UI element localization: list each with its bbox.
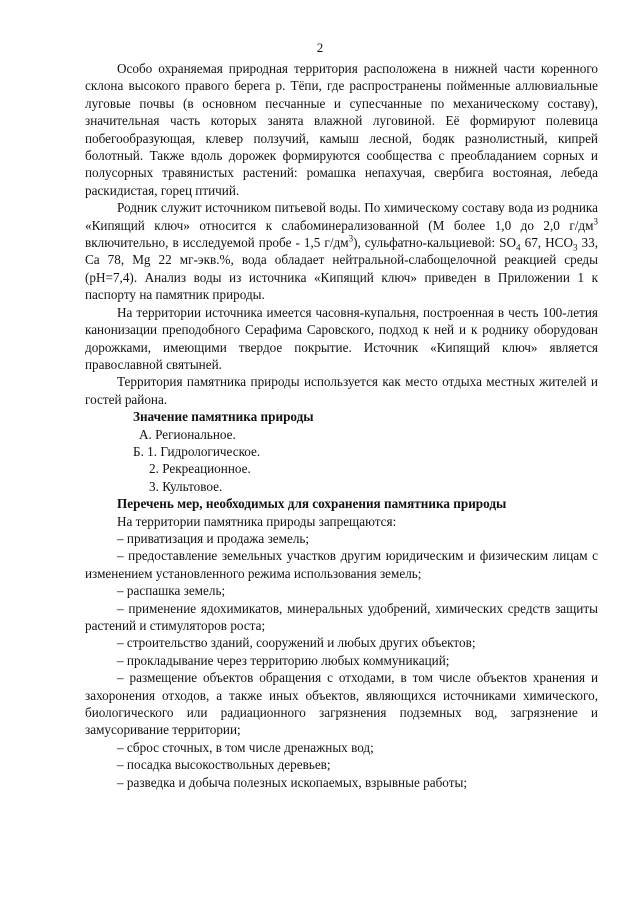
measure-item: – распашка земель; [117,583,226,599]
measure-item: – прокладывание через территорию любых коммуникаций; [117,652,450,668]
sub-1: 4 [516,242,521,253]
significance-b2: 2. Рекреационное. [149,461,251,477]
measure-item: – посадка высокоствольных деревьев; [117,757,331,773]
paragraph-spring [85,199,598,303]
page-number: 2 [316,40,324,55]
measure-item: – предоставление земельных участков другим юридическим и физическим лицам с изменением установленного режима использования земель; [85,548,598,581]
sup-2: 3 [348,233,354,244]
measure-item: – приватизация и продажа земель; [117,530,310,546]
document-body [85,60,598,791]
paragraph-location: Особо охраняемая природная территория расположена в нижней части коренного склона высокого правого берега р. Тёпи, где распространены пойменные аллювиальные луговые почвы (в основном песчанные и супесчанные по механическому составу), значительная часть которых занята влажной луговиной. Её формируют полевица побегообразующая, клевер ползучий, камыш лесной, бодяк разнолистный, кипрей болотный. Также вдоль дорожек формируются сообщества с преобладанием сорных и полусорных травянистых растений: ромашка непахучая, свербига востояная, лебеда раскидистая, горец птичий. [85,61,598,198]
significance-heading: Значение памятника природы [133,409,314,425]
spring-text-e: 33, Ca 78, Mg 22 мг-экв.%, вода обладает нейтральной-слабощелочной реакцией среды (pH=7,4). Анализ воды из источника «Кипящий ключ» приведен в Приложении 1 к паспорту на памятник природы. [85,235,598,303]
significance-a: А. Региональное. [139,426,236,442]
sup-1: 3 [593,216,598,227]
spring-text-b: включительно, в исследуемой пробе - 1,5 г/дм [85,235,349,251]
measures-intro: На территории памятника природы запрещаются: [117,513,397,529]
spring-text-a: Родник служит источником питьевой воды. По химическому составу вода из родника «Кипящий ключ» относится к слабоминерализованной (М более 1,0 до 2,0 г/дм [85,200,598,233]
significance-b3: 3. Культовое. [149,478,223,494]
measure-item: – строительство зданий, сооружений и любых других объектов; [117,635,476,651]
sub-2: 3 [572,242,578,253]
measure-item: – сброс сточных, в том числе дренажных вод; [117,739,374,755]
spring-text-d: 67, HCO [520,235,573,251]
measure-item: – разведка и добыча полезных ископаемых, взрывные работы; [117,774,467,790]
paragraph-recreation: Территория памятника природы используется как место отдыха местных жителей и гостей района. [85,374,598,407]
measure-item: – размещение объектов обращения с отходами, в том числе объектов хранения и захоронения отходов, а также иных объектов, являющихся источниками химического, биологического или радиационного загрязнения подземных вод, загрязнение и замусоривание территории; [85,670,598,738]
spring-text-c: ), сульфатно-кальциевой: SO [353,235,517,251]
paragraph-chapel: На территории источника имеется часовня-купальня, построенная в честь 100-летия канонизации преподобного Серафима Саровского, подход к ней и к роднику оборудован дорожками, имеющими твердое покрытие. Источник «Кипящий ключ» является православной святыней. [85,304,598,372]
significance-b1: Б. 1. Гидрологическое. [133,443,261,459]
measure-item: – применение ядохимикатов, минеральных удобрений, химических средств защиты растений и стимуляторов роста; [85,600,598,633]
measures-heading: Перечень мер, необходимых для сохранения памятника природы [117,496,507,512]
